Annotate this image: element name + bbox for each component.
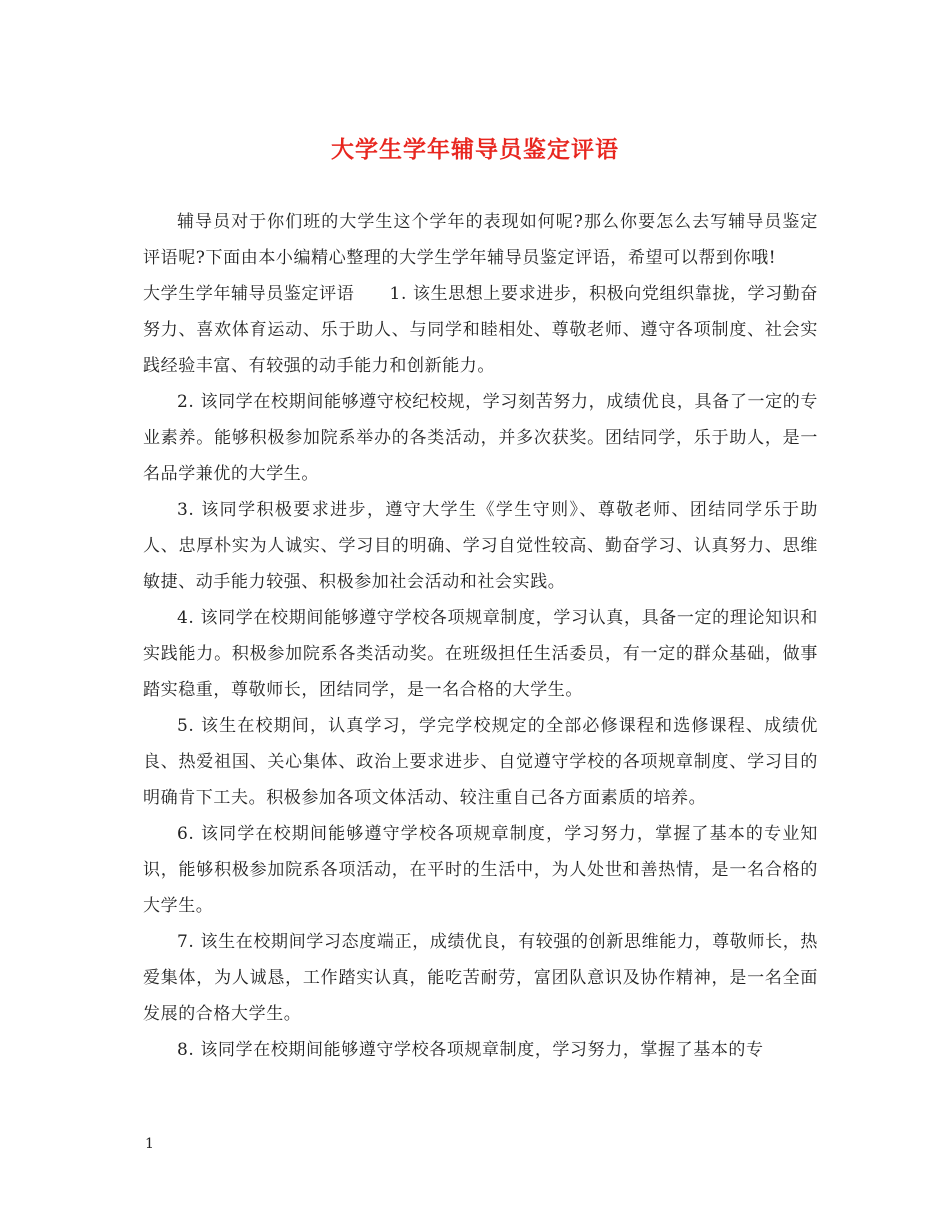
paragraph-2: 2. 该同学在校期间能够遵守校纪校规，学习刻苦努力，成绩优良，具备了一定的专业素养。能够积极参加院系举办的各类活动，并多次获奖。团结同学，乐于助人，是一名品学兼优的大学生。 xyxy=(143,392,818,484)
page-number: 1 xyxy=(145,1136,154,1152)
paragraph-5: 5. 该生在校期间，认真学习，学完学校规定的全部必修课程和选修课程、成绩优良、热爱祖国、关心集体、政治上要求进步、自觉遵守学校的各项规章制度、学习目的明确肯下工夫。积极参加各项文体活动、较注重自己各方面素质的培养。 xyxy=(143,716,818,808)
intro-paragraph: 辅导员对于你们班的大学生这个学年的表现如何呢?那么你要怎么去写辅导员鉴定评语呢?下面由本小编精心整理的大学生学年辅导员鉴定评语，希望可以帮到你哦! xyxy=(143,212,818,268)
document-title: 大学生学年辅导员鉴定评语 xyxy=(331,136,619,163)
paragraph-3: 3. 该同学积极要求进步，遵守大学生《学生守则》、尊敬老师、团结同学乐于助人、忠厚朴实为人诚实、学习目的明确、学习自觉性较高、勤奋学习、认真努力、思维敏捷、动手能力较强、积极参加社会活动和社会实践。 xyxy=(143,500,818,592)
paragraph-6: 6. 该同学在校期间能够遵守学校各项规章制度，学习努力，掌握了基本的专业知识，能够积极参加院系各项活动，在平时的生活中，为人处世和善热情，是一名合格的大学生。 xyxy=(143,824,818,916)
paragraph-8: 8. 该同学在校期间能够遵守学校各项规章制度，学习努力，掌握了基本的专 xyxy=(177,1040,764,1060)
paragraph-7: 7. 该生在校期间学习态度端正，成绩优良，有较强的创新思维能力，尊敬师长，热爱集体，为人诚恳，工作踏实认真，能吃苦耐劳，富团队意识及协作精神，是一名全面发展的合格大学生。 xyxy=(143,932,818,1024)
document-body xyxy=(143,204,818,1068)
paragraph-1: 大学生学年辅导员鉴定评语 1. 该生思想上要求进步，积极向党组织靠拢，学习勤奋努力、喜欢体育运动、乐于助人、与同学和睦相处、尊敬老师、遵守各项制度、社会实践经验丰富、有较强的动手能力和创新能力。 xyxy=(143,284,818,376)
paragraph-4: 4. 该同学在校期间能够遵守学校各项规章制度，学习认真，具备一定的理论知识和实践能力。积极参加院系各类活动奖。在班级担任生活委员，有一定的群众基础，做事踏实稳重，尊敬师长，团结同学，是一名合格的大学生。 xyxy=(143,608,818,700)
